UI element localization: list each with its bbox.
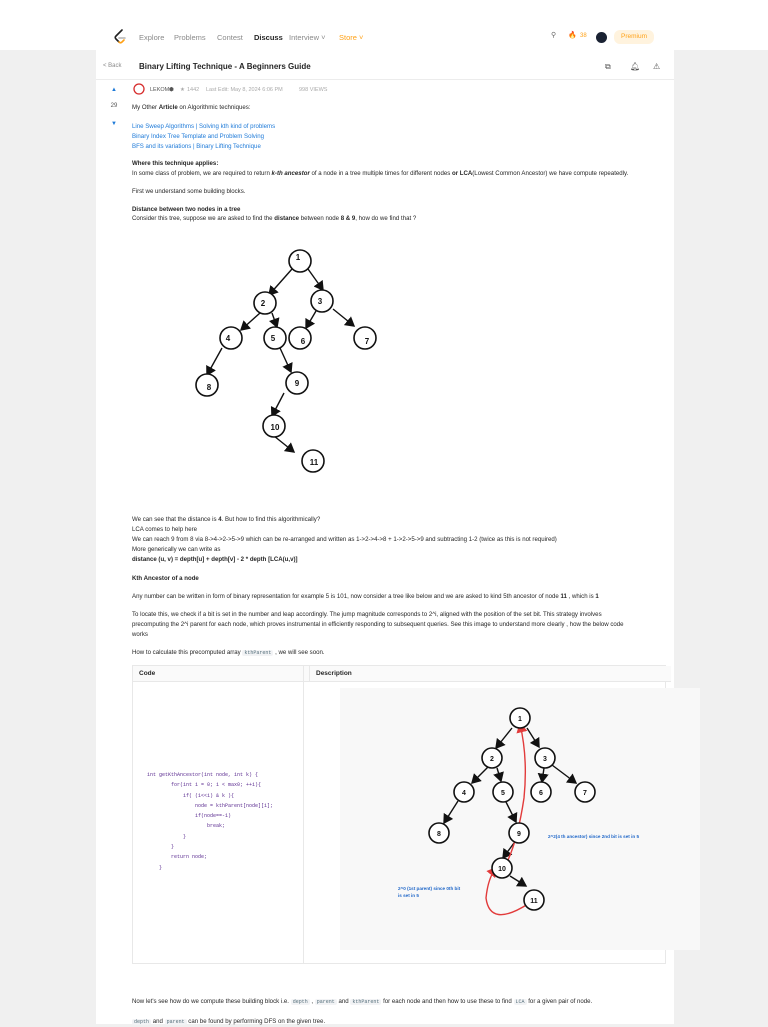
code-line: node = kthParent[node][i]; <box>147 802 274 809</box>
annotation-4th-ancestor: 2^2(4 th ancestor) since 2nd bit is set in 5 <box>548 834 640 839</box>
share-icon[interactable]: ⧉ <box>605 62 611 71</box>
article-link-2[interactable]: Binary Index Tree Template and Problem Solving <box>132 133 264 140</box>
distance-text: Consider this tree, suppose we are asked to find the distance between node 8 & 9, how do we find that ? <box>132 215 417 222</box>
edge-3-7 <box>552 765 576 783</box>
code-line: if( (1<<i) & k ){ <box>147 792 235 799</box>
nav-interview[interactable]: Interview ˅ <box>289 33 326 42</box>
back-link[interactable]: < Back <box>103 63 122 69</box>
table-header-code: Code <box>133 666 310 682</box>
tree1-label-1: 1 <box>295 253 301 262</box>
nav-explore[interactable]: Explore <box>139 33 165 42</box>
tree2-label-2: 2 <box>490 756 494 763</box>
edge-5-9 <box>280 348 291 372</box>
tree2-label-1: 1 <box>518 716 522 723</box>
code-description-table <box>132 665 666 964</box>
locate-text-2: precomputing the 2^i parent for each node, which proves instrumental in efficiently responding to subsequent queries. See this image to understand more clearly , how the below code <box>132 621 624 628</box>
tree1-label-4: 4 <box>225 334 231 343</box>
kth-heading: Kth Ancestor of a node <box>132 575 199 582</box>
edge-1-2 <box>269 269 292 295</box>
debug-icon[interactable]: ⚲ <box>551 32 557 39</box>
tree1-label-10: 10 <box>270 423 280 432</box>
tree1-label-5: 5 <box>270 334 276 343</box>
last-edit: Last Edit: May 8, 2024 6:06 PM <box>206 87 283 93</box>
post-title-bar <box>96 50 674 80</box>
tree-diagram-1 <box>176 245 426 475</box>
avatar[interactable] <box>596 32 607 43</box>
edge-2-4 <box>472 767 488 783</box>
table-header-description: Description <box>310 666 671 682</box>
applies-text: In some class of problem, we are required to return k-th ancestor of a node in a tree multiple times for different nodes or LCA(Lowest Common Ancestor) we have compute repeatedly. <box>132 170 629 177</box>
edge-9-10 <box>272 393 284 416</box>
star-icon: ★ <box>180 87 185 93</box>
annotation-1st-parent-line2: is set in 5 <box>398 893 419 898</box>
tree2-label-7: 7 <box>583 790 587 797</box>
distance-formula: distance (u, v) = depth[u] + depth[v] - 2 * depth [LCA(u,v)] <box>132 556 298 563</box>
code-line: break; <box>147 823 226 830</box>
code-line: return node; <box>147 854 208 861</box>
locate-text-1: To locate this, we check if a bit is set in the number and leap accordingly. The jump magnitude corresponds to 2^i, aligned with the position of the set bit. This strategy involves <box>132 611 602 618</box>
upvote-icon[interactable]: ▲ <box>111 87 117 93</box>
edge-3-7 <box>333 309 354 326</box>
bell-icon[interactable]: 🔔︎ <box>630 62 641 71</box>
tree2-label-8: 8 <box>437 831 441 838</box>
nav-store[interactable]: Store ˅ <box>339 33 364 42</box>
generic-text: More generically we can write as <box>132 546 221 553</box>
tree1-node-4 <box>220 327 242 349</box>
code-line: for(int i = 0; i < max0; ++i){ <box>147 782 262 789</box>
tree2-label-5: 5 <box>501 790 505 797</box>
tree2-label-6: 6 <box>539 790 543 797</box>
intro-line: My Other Article on Algorithmic techniques: <box>132 104 251 111</box>
code-block[interactable] <box>147 770 273 873</box>
code-line: int getKthAncestor(int node, int k) { <box>147 772 259 778</box>
code-line: } <box>147 864 163 871</box>
code-line: if(node==-1) <box>147 813 232 820</box>
code-line: } <box>147 833 187 840</box>
tree2-label-10: 10 <box>498 866 506 873</box>
tree2-label-3: 3 <box>543 756 547 763</box>
edge-2-5 <box>272 313 277 327</box>
edge-4-8 <box>444 801 458 823</box>
annotation-1st-parent: 2^0 (1st parent) since 0th bit <box>398 886 461 891</box>
tree1-label-3: 3 <box>317 297 323 306</box>
nav-problems[interactable]: Problems <box>174 33 206 42</box>
tree1-label-6: 6 <box>300 337 306 346</box>
tree1-label-8: 8 <box>206 383 212 392</box>
compute-text: Now let's see how do we compute these building block i.e. depth , parent and kthParent for each node and then how to use these to find LCA for a given pair of node. <box>132 998 593 1005</box>
edge-2-4 <box>241 313 260 330</box>
leetcode-logo-icon[interactable] <box>113 29 127 45</box>
lca-help-text: LCA comes to help here <box>132 526 198 533</box>
nav-contest[interactable]: Contest <box>217 33 243 42</box>
description-image <box>340 688 700 950</box>
streak-count[interactable]: 38 <box>580 33 587 39</box>
edge-3-6 <box>306 311 316 328</box>
edge-3-6 <box>542 768 544 782</box>
fire-icon[interactable]: 🔥 <box>568 32 577 39</box>
tree1-label-7: 7 <box>364 337 370 346</box>
nav-discuss[interactable]: Discuss <box>254 33 283 42</box>
tree1-label-9: 9 <box>294 379 300 388</box>
locate-text-3: works <box>132 631 148 638</box>
building-blocks-text: First we understand some building blocks. <box>132 188 246 195</box>
verified-icon: ⬢ <box>169 87 174 93</box>
edge-1-3 <box>527 728 539 747</box>
top-navbar <box>0 0 768 50</box>
tree1-label-11: 11 <box>309 458 319 467</box>
applies-heading: Where this technique applies: <box>132 160 219 167</box>
tree2-label-9: 9 <box>517 831 521 838</box>
code-line: } <box>147 844 175 851</box>
report-icon[interactable]: ⚠︎ <box>653 62 661 71</box>
tree2-label-4: 4 <box>462 790 466 797</box>
table-divider <box>303 666 304 963</box>
author-avatar[interactable] <box>133 83 145 95</box>
reach-text: We can reach 9 from 8 via 8->4->2->5->9 which can be re-arranged and written as 1->2->4->8 + 1->2->5->9 and subtracting 1-2 (twice as this is not required) <box>132 536 557 543</box>
precompute-text: How to calculate this precomputed array kthParent , we will see soon. <box>132 649 325 656</box>
vote-count: 29 <box>110 103 118 109</box>
distance-is-text: We can see that the distance is 4. But how to find this algorithmically? <box>132 516 321 523</box>
premium-button[interactable]: Premium <box>614 30 654 44</box>
edge-10-11 <box>274 436 294 452</box>
reputation: 1442 <box>187 87 200 93</box>
author-name[interactable]: LEKOM <box>150 87 170 93</box>
downvote-icon[interactable]: ▼ <box>111 121 117 127</box>
edge-10-11 <box>510 876 526 886</box>
tree-diagram-2 <box>340 688 700 950</box>
edge-5-9 <box>506 802 516 822</box>
views: 998 VIEWS <box>299 87 328 93</box>
article-link-3[interactable]: BFS and its variations | Binary Lifting Technique <box>132 143 261 150</box>
article-link-1[interactable]: Line Sweep Algorithms | Solving kth kind of problems <box>132 123 276 130</box>
kth-text: Any number can be written in form of binary representation for example 5 is 101, now consider a tree like below and we are asked to kind 5th ancestor of node 11 , which is 1 <box>132 593 599 600</box>
dfs-text: depth and parent can be found by performing DFS on the given tree. <box>134 1018 326 1025</box>
tree1-label-2: 2 <box>260 299 266 308</box>
edge-2-5 <box>497 768 501 781</box>
post-panel <box>96 50 674 1024</box>
tree2-label-11: 11 <box>530 898 538 905</box>
distance-heading: Distance between two nodes in a tree <box>132 206 241 213</box>
edge-4-8 <box>207 348 222 375</box>
edge-1-3 <box>308 269 323 290</box>
page-title: Binary Lifting Technique - A Beginners Guide <box>139 62 311 71</box>
edge-1-2 <box>496 728 512 748</box>
